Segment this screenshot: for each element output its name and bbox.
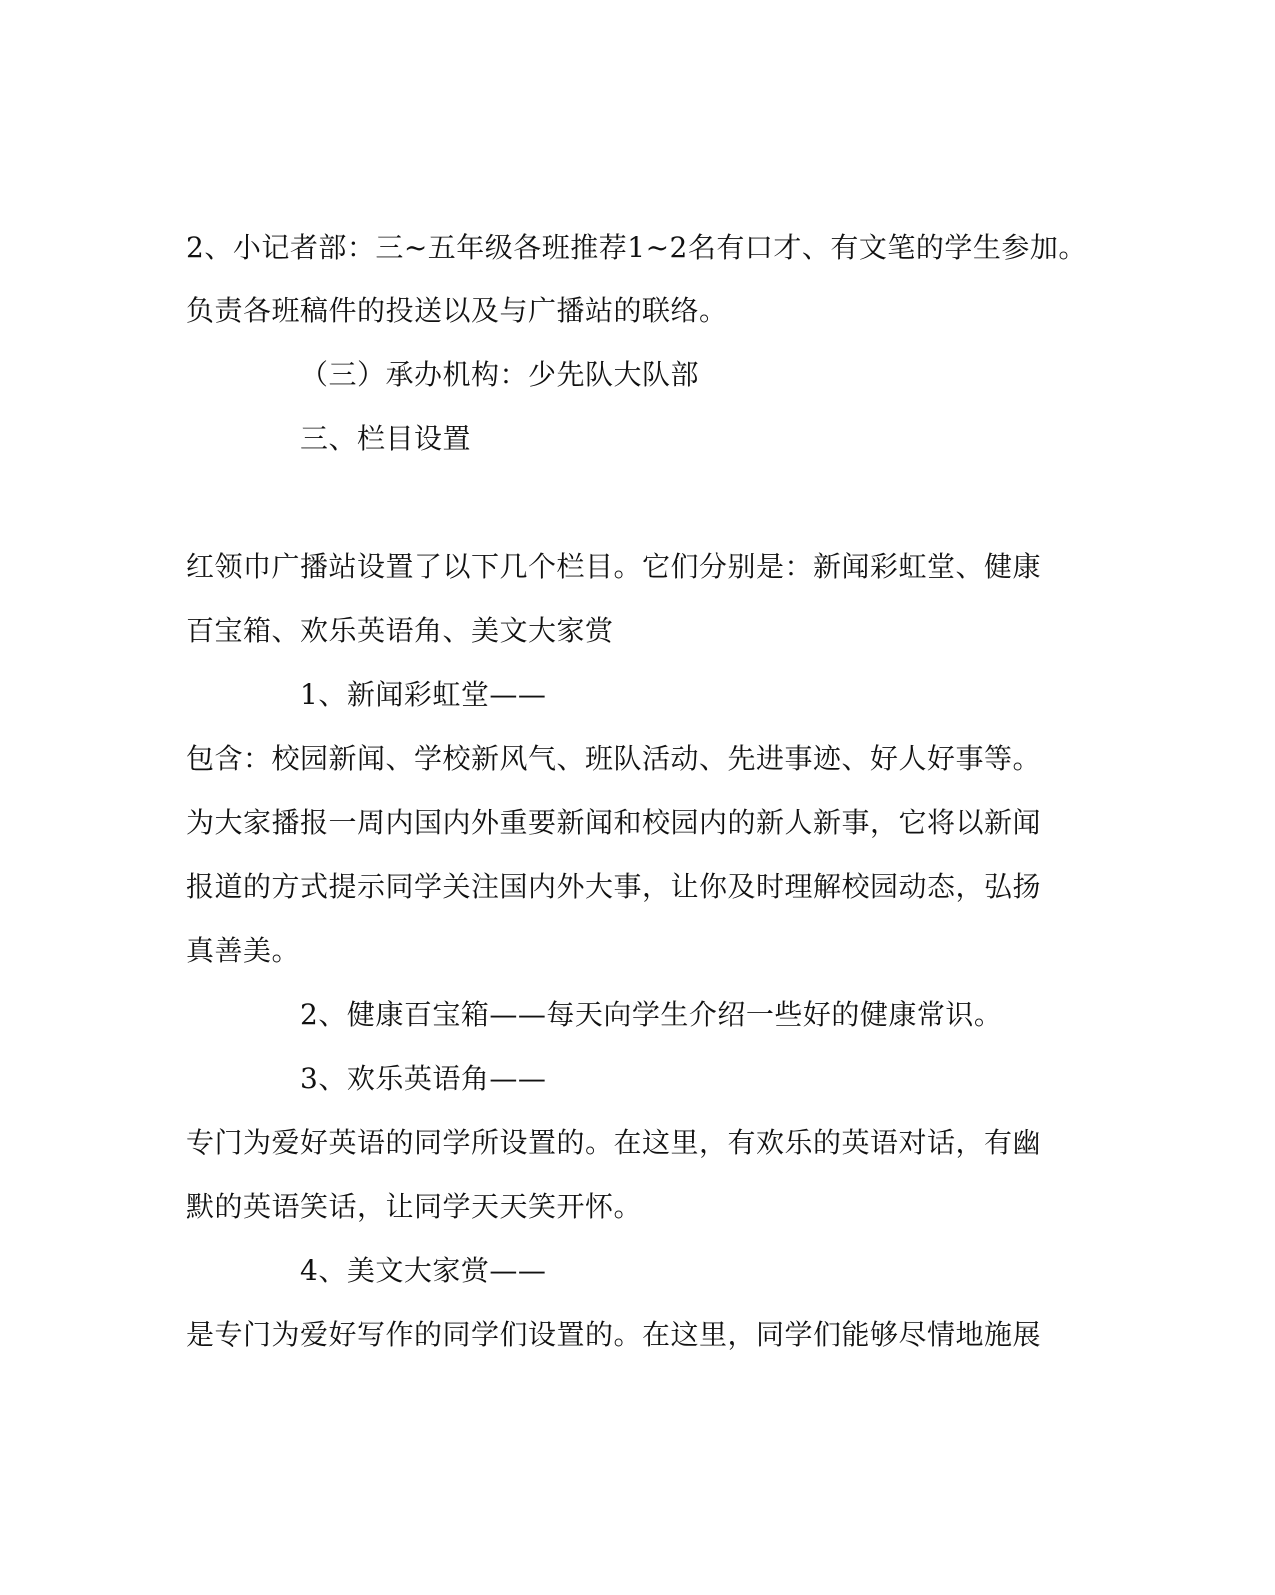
paragraph-english-2: 默的英语笑话，让同学天天笑开怀。 <box>186 1190 643 1223</box>
paragraph-news-3: 报道的方式提示同学关注国内外大事，让你及时理解校园动态，弘扬 <box>186 870 1042 903</box>
heading-news-column: 1、新闻彩虹堂—— <box>300 678 547 711</box>
heading-organizer: （三）承办机构：少先队大队部 <box>300 358 700 391</box>
paragraph-reporter-dept-cont: 负责各班稿件的投送以及与广播站的联络。 <box>186 294 728 327</box>
heading-writing-column: 4、美文大家赏—— <box>300 1254 547 1287</box>
heading-health-column: 2、健康百宝箱——每天向学生介绍一些好的健康常识。 <box>300 998 1003 1031</box>
paragraph-news-2: 为大家播报一周内国内外重要新闻和校园内的新人新事，它将以新闻 <box>186 806 1042 839</box>
paragraph-writing-1: 是专门为爱好写作的同学们设置的。在这里，同学们能够尽情地施展 <box>186 1318 1042 1351</box>
paragraph-columns-intro: 红领巾广播站设置了以下几个栏目。它们分别是：新闻彩虹堂、健康 <box>186 550 1042 583</box>
paragraph-reporter-dept: 2、小记者部：三~五年级各班推荐1~2名有口才、有文笔的学生参加。 <box>186 231 1087 264</box>
paragraph-english-1: 专门为爱好英语的同学所设置的。在这里，有欢乐的英语对话，有幽 <box>186 1126 1042 1159</box>
heading-english-column: 3、欢乐英语角—— <box>300 1062 547 1095</box>
paragraph-news-4: 真善美。 <box>186 934 301 967</box>
heading-columns: 三、栏目设置 <box>300 422 472 455</box>
paragraph-columns-intro-cont: 百宝箱、欢乐英语角、美文大家赏 <box>186 614 614 647</box>
paragraph-news-1: 包含：校园新闻、学校新风气、班队活动、先进事迹、好人好事等。 <box>186 742 1042 775</box>
